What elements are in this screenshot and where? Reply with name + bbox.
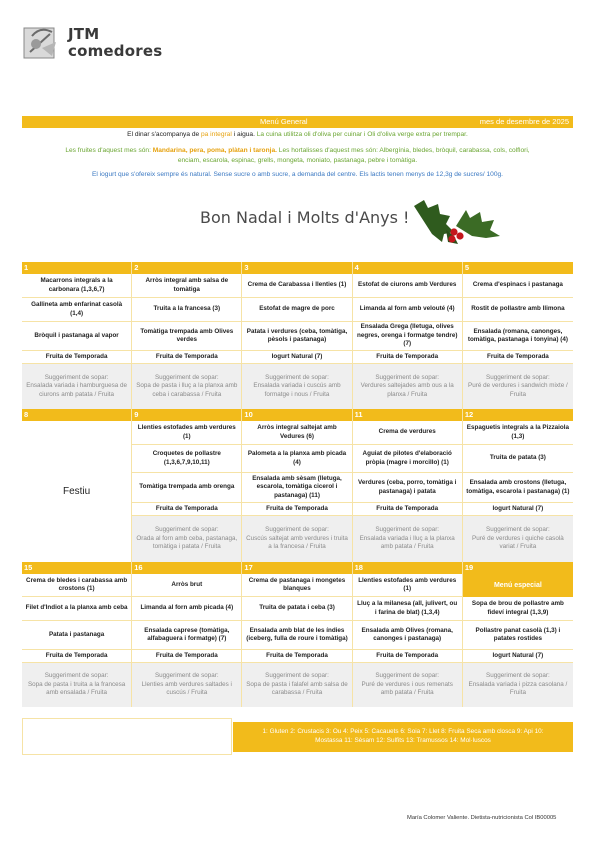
suggestion-text: Llenties amb verdures saltades i cuscús / Fruita bbox=[141, 680, 232, 697]
first-course: Crema de Carabassa i llenties (1) bbox=[242, 274, 351, 298]
empty-box bbox=[22, 718, 232, 755]
day-cell bbox=[132, 409, 242, 562]
greeting-title: Bon Nadal i Molts d'Anys ! bbox=[200, 208, 410, 227]
suggestion-text: Ensalada variada i hamburguesa de ciurons amb patata / Fruita bbox=[26, 382, 128, 398]
dessert: Fruita de Temporada bbox=[353, 351, 462, 364]
side-dish: Bròquil i pastanaga al vapor bbox=[22, 322, 131, 351]
dessert: Fruita de Temporada bbox=[242, 503, 351, 516]
suggestion-label: Suggeriment de sopar: bbox=[44, 373, 109, 381]
chef-hat-logo-icon bbox=[22, 22, 62, 62]
second-course: Gallineta amb enfarinat casolà (1,4) bbox=[22, 298, 131, 322]
special-menu-badge: Menú especial bbox=[463, 574, 573, 597]
second-course: Croquetes de pollastre (1,3,6,7,9,10,11) bbox=[132, 445, 241, 473]
side-dish: Tomàtiga trempada amb Olives verdes bbox=[132, 322, 241, 351]
dinner-suggestion bbox=[22, 364, 131, 409]
day-cell bbox=[242, 562, 352, 707]
second-course: Truita de patata (3) bbox=[463, 445, 573, 473]
suggestion-text: Puré de verdures i sandwich mixte / Fruita bbox=[468, 382, 568, 398]
first-course: Crema de verdures bbox=[353, 421, 462, 445]
day-number: 4 bbox=[353, 262, 462, 274]
allergen-legend bbox=[233, 722, 573, 752]
info-highlight: pa integral bbox=[201, 131, 232, 138]
vegetables-list: Les hortalisses d'aquest mes són: Albergínia, bledes, bròquil, carabassa, cols, colflori, bbox=[276, 147, 530, 154]
dessert: Fruita de Temporada bbox=[22, 351, 131, 364]
day-number: 19 bbox=[463, 562, 573, 574]
suggestion-label: Suggeriment de sopar: bbox=[486, 526, 550, 534]
day-number: 3 bbox=[242, 262, 351, 274]
day-number: 5 bbox=[463, 262, 573, 274]
day-number: 2 bbox=[132, 262, 241, 274]
info-text: Les fruites d'aquest mes són: bbox=[65, 147, 153, 154]
suggestion-label: Suggeriment de sopar: bbox=[154, 373, 219, 381]
suggestion-text: Puré de verdures i ous remenats amb patata / Fruita bbox=[361, 680, 453, 697]
dinner-suggestion bbox=[22, 663, 131, 707]
vegetables-list-cont: enciam, escarola, espinac, grells, mongeta, moniato, pastanaga, pebre i tomàtiga. bbox=[177, 156, 418, 164]
day-cell bbox=[463, 409, 573, 562]
dinner-suggestion bbox=[132, 663, 241, 707]
side-dish: Patata i verdures (ceba, tomàtiga, pèsols i pastanaga) bbox=[242, 322, 351, 351]
suggestion-label: Suggeriment de sopar: bbox=[375, 373, 440, 381]
dinner-suggestion bbox=[463, 364, 573, 409]
first-course: Sopa de brou de pollastre amb fideví integral (1,3,9) bbox=[463, 597, 573, 621]
dessert: Fruita de Temporada bbox=[22, 650, 131, 663]
dinner-suggestion bbox=[132, 364, 241, 409]
side-dish: Ensalada amb crostons (lletuga, tomàtiga, escarola i pastanaga) (1) bbox=[463, 473, 573, 503]
dinner-suggestion bbox=[463, 663, 573, 707]
day-cell bbox=[22, 409, 132, 562]
side-dish: Ensalada Grega (lletuga, olives negres, orenga i formatge tendre) (7) bbox=[353, 322, 462, 351]
side-dish: Ensalada caprese (tomàtiga, alfabaguera i formatge) (7) bbox=[132, 621, 241, 650]
day-cell bbox=[132, 262, 242, 409]
second-course: Pollastre panat casolà (1,3) i patates rostides bbox=[463, 621, 573, 650]
logo-line-2: comedores bbox=[68, 42, 163, 60]
day-cell bbox=[353, 262, 463, 409]
day-number: 8 bbox=[22, 409, 131, 421]
suggestion-text: Cuscús saltejat amb verdures i truita a la francesa / Fruita bbox=[246, 534, 348, 551]
first-course: Crema de bledes i carabassa amb crostons (1) bbox=[22, 574, 131, 597]
day-cell bbox=[242, 262, 352, 409]
day-cell bbox=[353, 562, 463, 707]
first-course: Estofat de ciurons amb Verdures bbox=[353, 274, 462, 298]
menu-month: mes de desembre de 2025 bbox=[479, 117, 569, 126]
side-dish: Ensalada amb blat de les índies (iceberg, fulla de roure i tomàtiga) bbox=[242, 621, 351, 650]
week-row bbox=[22, 409, 573, 562]
suggestion-label: Suggeriment de sopar: bbox=[265, 373, 329, 381]
dinner-suggestion bbox=[132, 516, 241, 562]
first-course: Arròs integral saltejat amb Vedures (6) bbox=[242, 421, 351, 445]
first-course: Espaguetis integrals a la Pizzaiola (1,3) bbox=[463, 421, 573, 445]
dinner-suggestion bbox=[353, 364, 462, 409]
day-number: 17 bbox=[242, 562, 351, 574]
suggestion-label: Suggeriment de sopar: bbox=[154, 672, 219, 680]
day-cell bbox=[353, 409, 463, 562]
dinner-suggestion bbox=[353, 663, 462, 707]
suggestion-label: Suggeriment de sopar: bbox=[375, 672, 440, 680]
first-course: Macarrons integrals a la carbonara (1,3,6,7) bbox=[22, 274, 131, 298]
first-course: Arròs integral amb salsa de tomàtiga bbox=[132, 274, 241, 298]
holly-icon bbox=[410, 196, 502, 248]
second-course: Limanda al forn amb picada (4) bbox=[132, 597, 241, 621]
menu-label: Menú General bbox=[260, 117, 308, 126]
dinner-suggestion bbox=[242, 364, 351, 409]
allergen-line-1: 1: Gluten 2: Crustacis 3: Ou 4: Peix 5: Cacauets 6: Soia 7: Llet 8: Fruita Seca amb closca 9: Api 10: bbox=[262, 728, 544, 735]
second-course: Filet d'Indiot a la planxa amb ceba bbox=[22, 597, 131, 621]
logo-wordmark bbox=[68, 26, 162, 60]
day-cell bbox=[22, 562, 132, 707]
info-bread-oil bbox=[22, 130, 573, 140]
info-text: El dinar s'acompanya de bbox=[127, 131, 202, 138]
allergen-line-2: Mostassa 11: Sèsam 12: Sulfits 13: Tramussos 14: Mol·luscos bbox=[315, 736, 491, 744]
dinner-suggestion bbox=[242, 516, 351, 562]
second-course: Estofat de magre de porc bbox=[242, 298, 351, 322]
side-dish: Ensalada amb Olives (romana, canonges i pastanaga) bbox=[353, 621, 462, 650]
day-number: 12 bbox=[463, 409, 573, 421]
dinner-suggestion bbox=[242, 663, 351, 707]
week-row bbox=[22, 262, 573, 409]
dessert: Fruita de Temporada bbox=[132, 503, 241, 516]
dessert: Fruita de Temporada bbox=[132, 351, 241, 364]
logo-line-1: JTM bbox=[68, 25, 100, 43]
menu-grid bbox=[22, 262, 573, 707]
day-number: 15 bbox=[22, 562, 131, 574]
day-number: 11 bbox=[353, 409, 462, 421]
menu-header-band bbox=[22, 116, 573, 128]
suggestion-label: Suggeriment de sopar: bbox=[265, 526, 329, 534]
day-cell bbox=[242, 409, 352, 562]
suggestion-label: Suggeriment de sopar: bbox=[486, 672, 550, 680]
first-course: Crema d'espinacs i pastanaga bbox=[463, 274, 573, 298]
first-course: Arròs brut bbox=[132, 574, 241, 597]
info-text: i aigua. bbox=[231, 131, 257, 138]
suggestion-text: Ensalada variada i pizza casolana / Fruita bbox=[468, 680, 568, 697]
dessert: Iogurt Natural (7) bbox=[242, 351, 351, 364]
suggestion-text: Puré de verdures i quiche casolà variat / Fruita bbox=[472, 534, 564, 551]
day-number: 16 bbox=[132, 562, 241, 574]
first-course: Crema de pastanaga i mongetes blanques bbox=[242, 574, 351, 597]
second-course: Lluç a la milanesa (all, julivert, ou i farina de blat) (1,3,4) bbox=[353, 597, 462, 621]
jtm-logo bbox=[22, 22, 172, 68]
info-yogurt: El iogurt que s'ofereix sempre és natural. Sense sucre o amb sucre, a demanda del centre. Els lactis tenen menys de 12,3g de sucres/ 100g. bbox=[91, 171, 504, 178]
info-oil-note: La cuina utilitza oli d'oliva per cuinar i Oli d'oliva verge extra per trempar. bbox=[256, 131, 468, 138]
day-cell bbox=[463, 262, 573, 409]
suggestion-text: Ensalada variada i cuscús amb formatge i nous / Fruita bbox=[253, 382, 341, 398]
side-dish: Tomàtiga trempada amb orenga bbox=[132, 473, 241, 503]
dessert: Fruita de Temporada bbox=[353, 650, 462, 663]
dessert: Fruita de Temporada bbox=[132, 650, 241, 663]
dessert: Iogurt Natural (7) bbox=[463, 503, 573, 516]
suggestion-text: Sopa de pasta i falafel amb salsa de carabassa / Fruita bbox=[246, 680, 348, 697]
dessert: Fruita de Temporada bbox=[353, 503, 462, 516]
second-course: Rostit de pollastre amb llimona bbox=[463, 298, 573, 322]
nutritionist-credit: María Colomer Valiente. Dietista-nutricionista Col IB00005 bbox=[407, 815, 557, 821]
fruits-list: Mandarina, pera, poma, plàtan i taronja. bbox=[152, 147, 277, 154]
suggestion-text: Verdures saltejades amb ous a la planxa / Fruita bbox=[360, 382, 454, 398]
day-number: 10 bbox=[242, 409, 351, 421]
week-row bbox=[22, 562, 573, 707]
dinner-suggestion bbox=[353, 516, 462, 562]
suggestion-text: Orada al forn amb ceba, pastanaga, tomàtiga i patata / Fruita bbox=[136, 534, 238, 551]
side-dish: Ensalada (romana, canonges, tomàtiga, pastanaga i tonyina) (4) bbox=[463, 322, 573, 351]
suggestion-label: Suggeriment de sopar: bbox=[265, 672, 329, 680]
info-seasonal-produce bbox=[22, 146, 573, 165]
side-dish: Ensalada amb sèsam (lletuga, escarola, tomàtiga ciceroI i pastanaga) (11) bbox=[242, 473, 351, 503]
day-cell bbox=[132, 562, 242, 707]
first-course: Llenties estofades amb verdures (1) bbox=[353, 574, 462, 597]
second-course: Aguiat de pilotes d'elaboració pròpia (magre i morcillo) (1) bbox=[353, 445, 462, 473]
dessert: Fruita de Temporada bbox=[242, 650, 351, 663]
suggestion-text: Sopa de pasta i truita a la francesa amb ensalada / Fruita bbox=[27, 680, 126, 697]
second-course: Truita de patata i ceba (3) bbox=[242, 597, 351, 621]
day-number: 18 bbox=[353, 562, 462, 574]
suggestion-label: Suggeriment de sopar: bbox=[44, 672, 109, 680]
dinner-suggestion bbox=[463, 516, 573, 562]
second-course: Palometa a la planxa amb picada (4) bbox=[242, 445, 351, 473]
day-number: 9 bbox=[132, 409, 241, 421]
holiday-label: Festiu bbox=[62, 486, 91, 497]
day-number: 1 bbox=[22, 262, 131, 274]
suggestion-label: Suggeriment de sopar: bbox=[375, 526, 440, 534]
day-cell bbox=[463, 562, 573, 707]
suggestion-label: Suggeriment de sopar: bbox=[486, 373, 550, 381]
dessert: Iogurt Natural (7) bbox=[463, 650, 573, 663]
second-course: Truita a la francesa (3) bbox=[132, 298, 241, 322]
second-course: Limanda al forn amb velouté (4) bbox=[353, 298, 462, 322]
dessert: Fruita de Temporada bbox=[463, 351, 573, 364]
suggestion-text: Ensalada variada i lluç a la planxa amb patata / Fruita bbox=[359, 534, 455, 551]
suggestion-text: Sopa de pasta i lluç a la planxa amb ceba i carabassa / Fruita bbox=[136, 382, 238, 398]
side-dish: Verdures (ceba, porro, tomàtiga i pastanaga) i patata bbox=[353, 473, 462, 503]
side-dish: Patata i pastanaga bbox=[22, 621, 131, 650]
first-course: Llenties estofades amb verdures (1) bbox=[132, 421, 241, 445]
suggestion-label: Suggeriment de sopar: bbox=[154, 526, 219, 534]
day-cell bbox=[22, 262, 132, 409]
